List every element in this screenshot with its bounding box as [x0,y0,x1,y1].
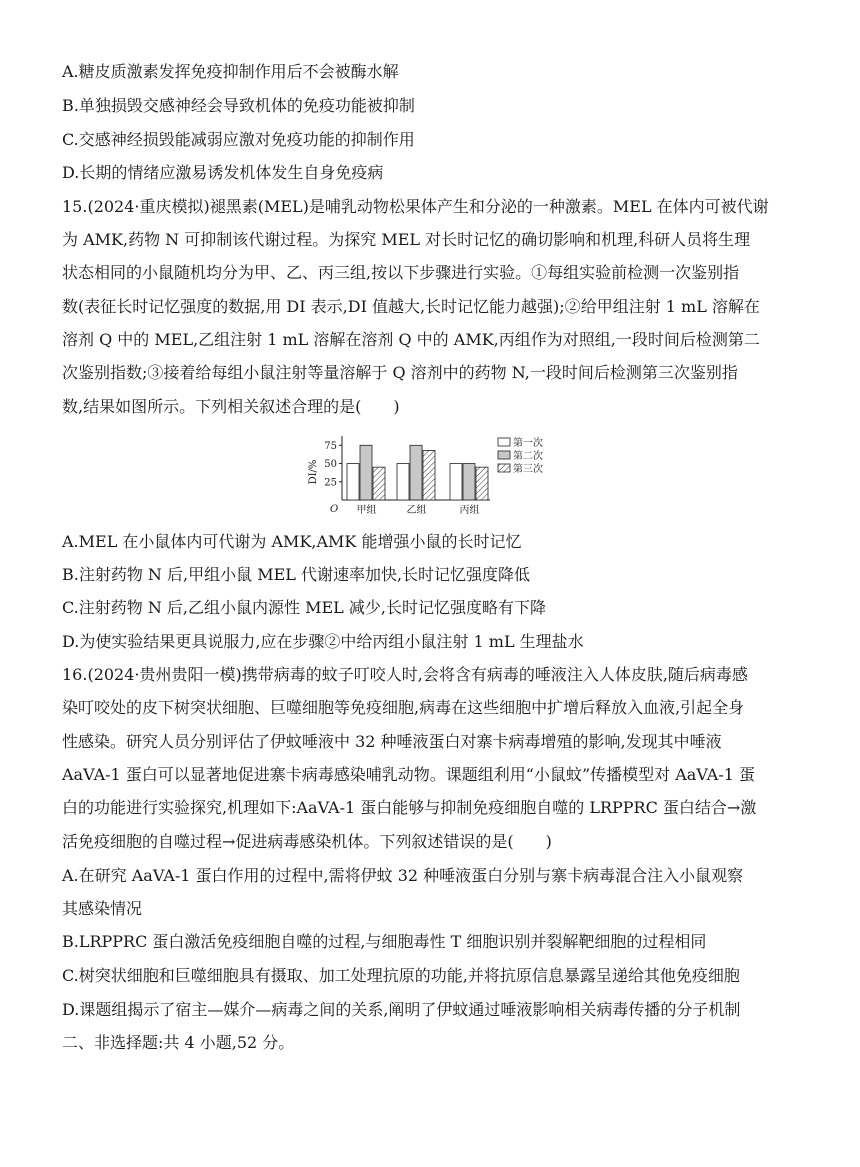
bar-1-第一次 [347,464,359,500]
bar-1-第二次 [360,445,372,500]
text-line-5: 15.(2024·重庆模拟)褪黑素(MEL)是哺乳动物松果体产生和分泌的一种激素。MEL 在体内可被代谢 [62,197,769,216]
legend-swatch-2 [498,451,510,459]
text-line-23: 其感染情况 [62,899,143,918]
text-line-10: 次鉴别指数;③接着给每组小鼠注射等量溶解于 Q 溶剂中的药物 N,一段时间后检测第三次鉴别指 [62,363,738,382]
chart-svg [300,432,560,522]
legend-swatch-1 [498,438,510,446]
x-category-label-3: 丙组 [459,505,480,516]
text-line-27: 二、非选择题:共 4 小题,52 分。 [62,1033,295,1052]
bar-2-第一次 [397,464,409,500]
text-line-18: 性感染。研究人员分别评估了伊蚊唾液中 32 种唾液蛋白对寨卡病毒增殖的影响,发现其中唾液 [62,732,722,751]
legend-label-3: 第三次 [513,464,543,475]
text-line-20: 白的功能进行实验探究,机理如下:AaVA-1 蛋白能够与抑制免疫细胞自噬的 LRPPRC 蛋白结合→激 [62,798,757,817]
y-axis-label: DI/% [308,459,319,485]
text-line-15: D.为使实验结果更具说服力,应在步骤②中给丙组小鼠注射 1 mL 生理盐水 [62,632,584,651]
di-bar-chart [300,432,560,522]
text-line-13: B.注射药物 N 后,甲组小鼠 MEL 代谢速率加快,长时记忆强度降低 [62,565,531,584]
bar-3-第二次 [463,464,475,500]
x-category-label-2: 乙组 [406,505,427,516]
text-line-14: C.注射药物 N 后,乙组小鼠内源性 MEL 减少,长时记忆强度略有下降 [62,598,546,617]
y-tick-label-50: 50 [324,459,337,471]
text-line-24: B.LRPPRC 蛋白激活免疫细胞自噬的过程,与细胞毒性 T 细胞识别并裂解靶细胞的过程相同 [62,932,707,951]
text-line-25: C.树突状细胞和巨噬细胞具有摄取、加工处理抗原的功能,并将抗原信息暴露呈递给其他免疫细胞 [62,966,740,985]
bar-1-第三次 [373,467,385,500]
text-line-7: 状态相同的小鼠随机均分为甲、乙、丙三组,按以下步骤进行实验。①每组实验前检测一次鉴别指 [62,263,740,282]
text-line-1: A.糖皮质激素发挥免疫抑制作用后不会被酶水解 [62,62,399,81]
bar-2-第三次 [423,450,435,500]
text-line-2: B.单独损毁交感神经会导致机体的免疫功能被抑制 [62,96,415,115]
text-line-8: 数(表征长时记忆强度的数据,用 DI 表示,DI 值越大,长时记忆能力越强);②给甲组注射 1 mL 溶解在 [62,297,760,316]
x-category-label-1: 甲组 [356,505,377,516]
text-line-4: D.长期的情绪应激易诱发机体发生自身免疫病 [62,163,384,182]
bar-2-第二次 [410,445,422,500]
legend-swatch-3 [498,464,510,472]
legend-label-1: 第一次 [513,438,543,449]
legend-label-2: 第二次 [513,451,543,462]
y-tick-label-75: 75 [324,440,337,452]
text-line-12: A.MEL 在小鼠体内可代谢为 AMK,AMK 能增强小鼠的长时记忆 [62,532,522,551]
text-line-16: 16.(2024·贵州贵阳一模)携带病毒的蚊子叮咬人时,会将含有病毒的唾液注入人体皮肤,随后病毒感 [62,665,748,684]
origin-label: O [330,504,339,515]
text-line-22: A.在研究 AaVA-1 蛋白作用的过程中,需将伊蚊 32 种唾液蛋白分别与寨卡病毒混合注入小鼠观察 [62,866,744,885]
y-tick-label-25: 25 [324,477,337,489]
text-line-6: 为 AMK,药物 N 可抑制该代谢过程。为探究 MEL 对长时记忆的确切影响和机理,科研人员将生理 [62,230,751,249]
text-line-11: 数,结果如图所示。下列相关叙述合理的是( ) [62,397,400,416]
bar-3-第一次 [450,464,462,500]
text-line-17: 染叮咬处的皮下树突状细胞、巨噬细胞等免疫细胞,病毒在这些细胞中扩增后释放入血液,引起全身 [62,698,745,717]
text-line-19: AaVA-1 蛋白可以显著地促进寨卡病毒感染哺乳动物。课题组利用“小鼠蚊”传播模型对 AaVA-1 蛋 [62,765,756,784]
text-line-3: C.交感神经损毁能减弱应激对免疫功能的抑制作用 [62,130,415,149]
text-line-21: 活免疫细胞的自噬过程→促进病毒感染机体。下列叙述错误的是( ) [62,832,552,851]
text-line-9: 溶剂 Q 中的 MEL,乙组注射 1 mL 溶解在溶剂 Q 中的 AMK,丙组作为对照组,一段时间后检测第二 [62,330,760,349]
text-line-26: D.课题组揭示了宿主—媒介—病毒之间的关系,阐明了伊蚊通过唾液影响相关病毒传播的分子机制 [62,1000,741,1019]
bar-3-第三次 [476,467,488,500]
